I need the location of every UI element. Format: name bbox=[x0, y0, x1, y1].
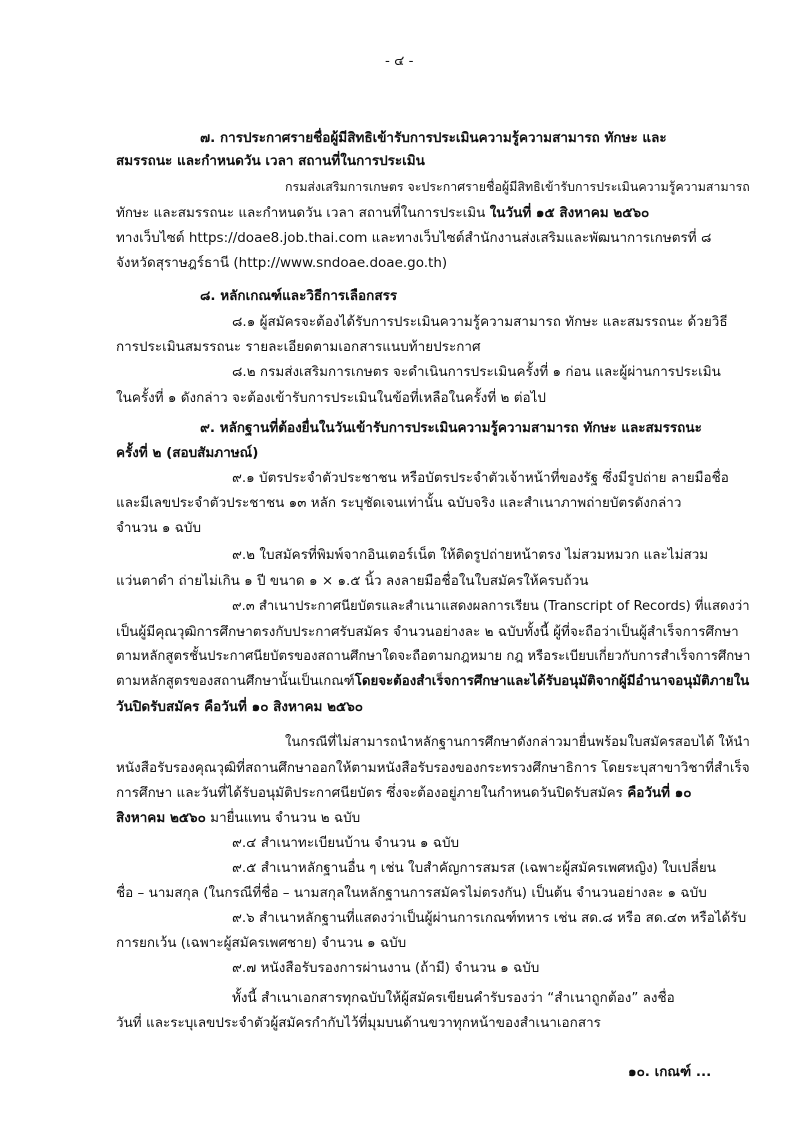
section-9-item-line: ๙.๒ ใบสมัครที่พิมพ์จากอินเตอร์เน็ต ให้ติดรูปถ่ายหน้าตรง ไม่สวมหมวก และไม่สวม bbox=[232, 547, 709, 563]
section-7-paragraph-line: จังหวัดสุราษฎร์ธานี (http://www.sndoae.doae.go.th) bbox=[116, 255, 448, 271]
section-9-item-line: การยกเว้น (เฉพาะผู้สมัครเพศชาย) จำนวน ๑ ฉบับ bbox=[116, 935, 407, 951]
section-9-item-line: ตามหลักสูตรของสถานศึกษานั้นเป็นเกณฑ์โดยจะต้องสำเร็จการศึกษาและได้รับอนุมัติจากผู้มีอำนาจอนุมัติภายใน bbox=[116, 674, 750, 689]
section-9-item-line: ๙.๓ สำเนาประกาศนียบัตรและสำเนาแสดงผลการเรียน (Transcript of Records) ที่แสดงว่า bbox=[232, 599, 750, 614]
section-7-heading-line-2: สมรรถนะ และกำหนดวัน เวลา สถานที่ในการประเมิน bbox=[116, 153, 425, 169]
section-8-heading: ๘. หลักเกณฑ์และวิธีการเลือกสรร bbox=[200, 288, 398, 304]
section-9-item-line: ๙.๕ สำเนาหลักฐานอื่น ๆ เช่น ใบสำคัญการสมรส (เฉพาะผู้สมัครเพศหญิง) ใบเปลี่ยน bbox=[232, 860, 716, 876]
section-9-item-line: ตามหลักสูตรชั้นประกาศนียบัตรของสถานศึกษาใดจะถือตามกฎหมาย กฎ หรือระเบียบเกี่ยวกับการสำเร็จการศึกษา bbox=[116, 649, 751, 664]
continuation-marker: ๑๐. เกณฑ์ ... bbox=[628, 1064, 712, 1080]
announcement-date: ในวันที่ ๑๕ สิงหาคม ๒๕๖๐ bbox=[489, 205, 650, 221]
section-9-closing-date: วันปิดรับสมัคร คือวันที่ ๑๐ สิงหาคม ๒๕๖๐ bbox=[116, 699, 364, 715]
section-9-item-line: ๙.๗ หนังสือรับรองการผ่านงาน (ถ้ามี) จำนวน ๑ ฉบับ bbox=[232, 960, 540, 976]
section-9-paragraph-line: สิงหาคม ๒๕๖๐ มายื่นแทน จำนวน ๒ ฉบับ bbox=[116, 810, 361, 826]
section-8-item-line: ๘.๑ ผู้สมัครจะต้องได้รับการประเมินความรู้ความสามารถ ทักษะ และสมรรถนะ ด้วยวิธี bbox=[232, 314, 728, 330]
section-9-item-line: และมีเลขประจำตัวประชาชน ๑๓ หลัก ระบุชัดเจนเท่านั้น ฉบับจริง และสำเนาภาพถ่ายบัตรดังกล่าว bbox=[116, 495, 682, 511]
page-number: - ๔ - bbox=[385, 53, 414, 69]
section-9-item-line: ชื่อ – นามสกุล (ในกรณีที่ชื่อ – นามสกุลในหลักฐานการสมัครไม่ตรงกัน) เป็นต้น จำนวนอย่างละ ๑ ฉบับ bbox=[116, 885, 707, 901]
section-9-note-line: วันที่ และระบุเลขประจำตัวผู้สมัครกำกับไว้ที่มุมบนด้านขวาทุกหน้าของสำเนาเอกสาร bbox=[116, 1015, 601, 1031]
section-9-heading-line-2: ครั้งที่ ๒ (สอบสัมภาษณ์) bbox=[116, 445, 259, 461]
section-9-note-line: ทั้งนี้ สำเนาเอกสารทุกฉบับให้ผู้สมัครเขียนคำรับรองว่า “สำเนาถูกต้อง” ลงชื่อ bbox=[232, 990, 675, 1006]
section-8-item-line: การประเมินสมรรถนะ รายละเอียดตามเอกสารแนบท้ายประกาศ bbox=[116, 339, 481, 355]
section-9-paragraph-line: ในกรณีที่ไม่สามารถนำหลักฐานการศึกษาดังกล่าวมายื่นพร้อมใบสมัครสอบได้ ให้นำ bbox=[285, 735, 750, 750]
section-9-item-line: แว่นตาดำ ถ่ายไม่เกิน ๑ ปี ขนาด ๑ × ๑.๕ นิ้ว ลงลายมือชื่อในใบสมัครให้ครบถ้วน bbox=[116, 573, 589, 589]
section-7-paragraph-line: กรมส่งเสริมการเกษตร จะประกาศรายชื่อผู้มีสิทธิเข้ารับการประเมินความรู้ความสามารถ bbox=[285, 179, 750, 194]
section-9-item-line: ๙.๔ สำเนาทะเบียนบ้าน จำนวน ๑ ฉบับ bbox=[232, 835, 460, 851]
section-7-paragraph-line: ทางเว็บไซต์ https://doae8.job.thai.com และทางเว็บไซต์สำนักงานส่งเสริมและพัฒนาการเกษตรที่ ๘ bbox=[116, 230, 712, 246]
section-7-heading-line-1: ๗. การประกาศรายชื่อผู้มีสิทธิเข้ารับการประเมินความรู้ความสามารถ ทักษะ และ bbox=[200, 130, 667, 146]
section-9-paragraph-line: หนังสือรับรองคุณวุฒิที่สถานศึกษาออกให้ตามหนังสือรับรองของกระทรวงศึกษาธิการ โดยระบุสาขาวิชาที่สำเร็จ bbox=[116, 760, 750, 776]
section-8-item-line: ในครั้งที่ ๑ ดังกล่าว จะต้องเข้ารับการประเมินในข้อที่เหลือในครั้งที่ ๒ ต่อไป bbox=[116, 390, 546, 406]
section-9-heading-line-1: ๙. หลักฐานที่ต้องยื่นในวันเข้ารับการประเมินความรู้ความสามารถ ทักษะ และสมรรถนะ bbox=[200, 420, 702, 436]
section-9-item-line: ๙.๑ บัตรประจำตัวประชาชน หรือบัตรประจำตัวเจ้าหน้าที่ของรัฐ ซึ่งมีรูปถ่าย ลายมือชื่อ bbox=[232, 470, 729, 486]
section-9-item-line: ๙.๖ สำเนาหลักฐานที่แสดงว่าเป็นผู้ผ่านการเกณฑ์ทหาร เช่น สด.๘ หรือ สด.๔๓ หรือได้รับ bbox=[232, 910, 747, 926]
section-9-item-line: จำนวน ๑ ฉบับ bbox=[116, 520, 202, 536]
section-9-item-line: เป็นผู้มีคุณวุฒิการศึกษาตรงกับประกาศรับสมัคร จำนวนอย่างละ ๒ ฉบับทั้งนี้ ผู้ที่จะถือว่าเป็นผู้สำเร็จการศึกษา bbox=[116, 624, 739, 640]
section-9-paragraph-line: การศึกษา และวันที่ได้รับอนุมัติประกาศนียบัตร ซึ่งจะต้องอยู่ภายในกำหนดวันปิดรับสมัคร คือวันที่ ๑๐ bbox=[116, 785, 692, 801]
section-8-item-line: ๘.๒ กรมส่งเสริมการเกษตร จะดำเนินการประเมินครั้งที่ ๑ ก่อน และผู้ผ่านการประเมิน bbox=[232, 364, 721, 380]
section-7-paragraph-line: ทักษะ และสมรรถนะ และกำหนดวัน เวลา สถานที่ในการประเมิน ในวันที่ ๑๕ สิงหาคม ๒๕๖๐ bbox=[116, 205, 650, 221]
